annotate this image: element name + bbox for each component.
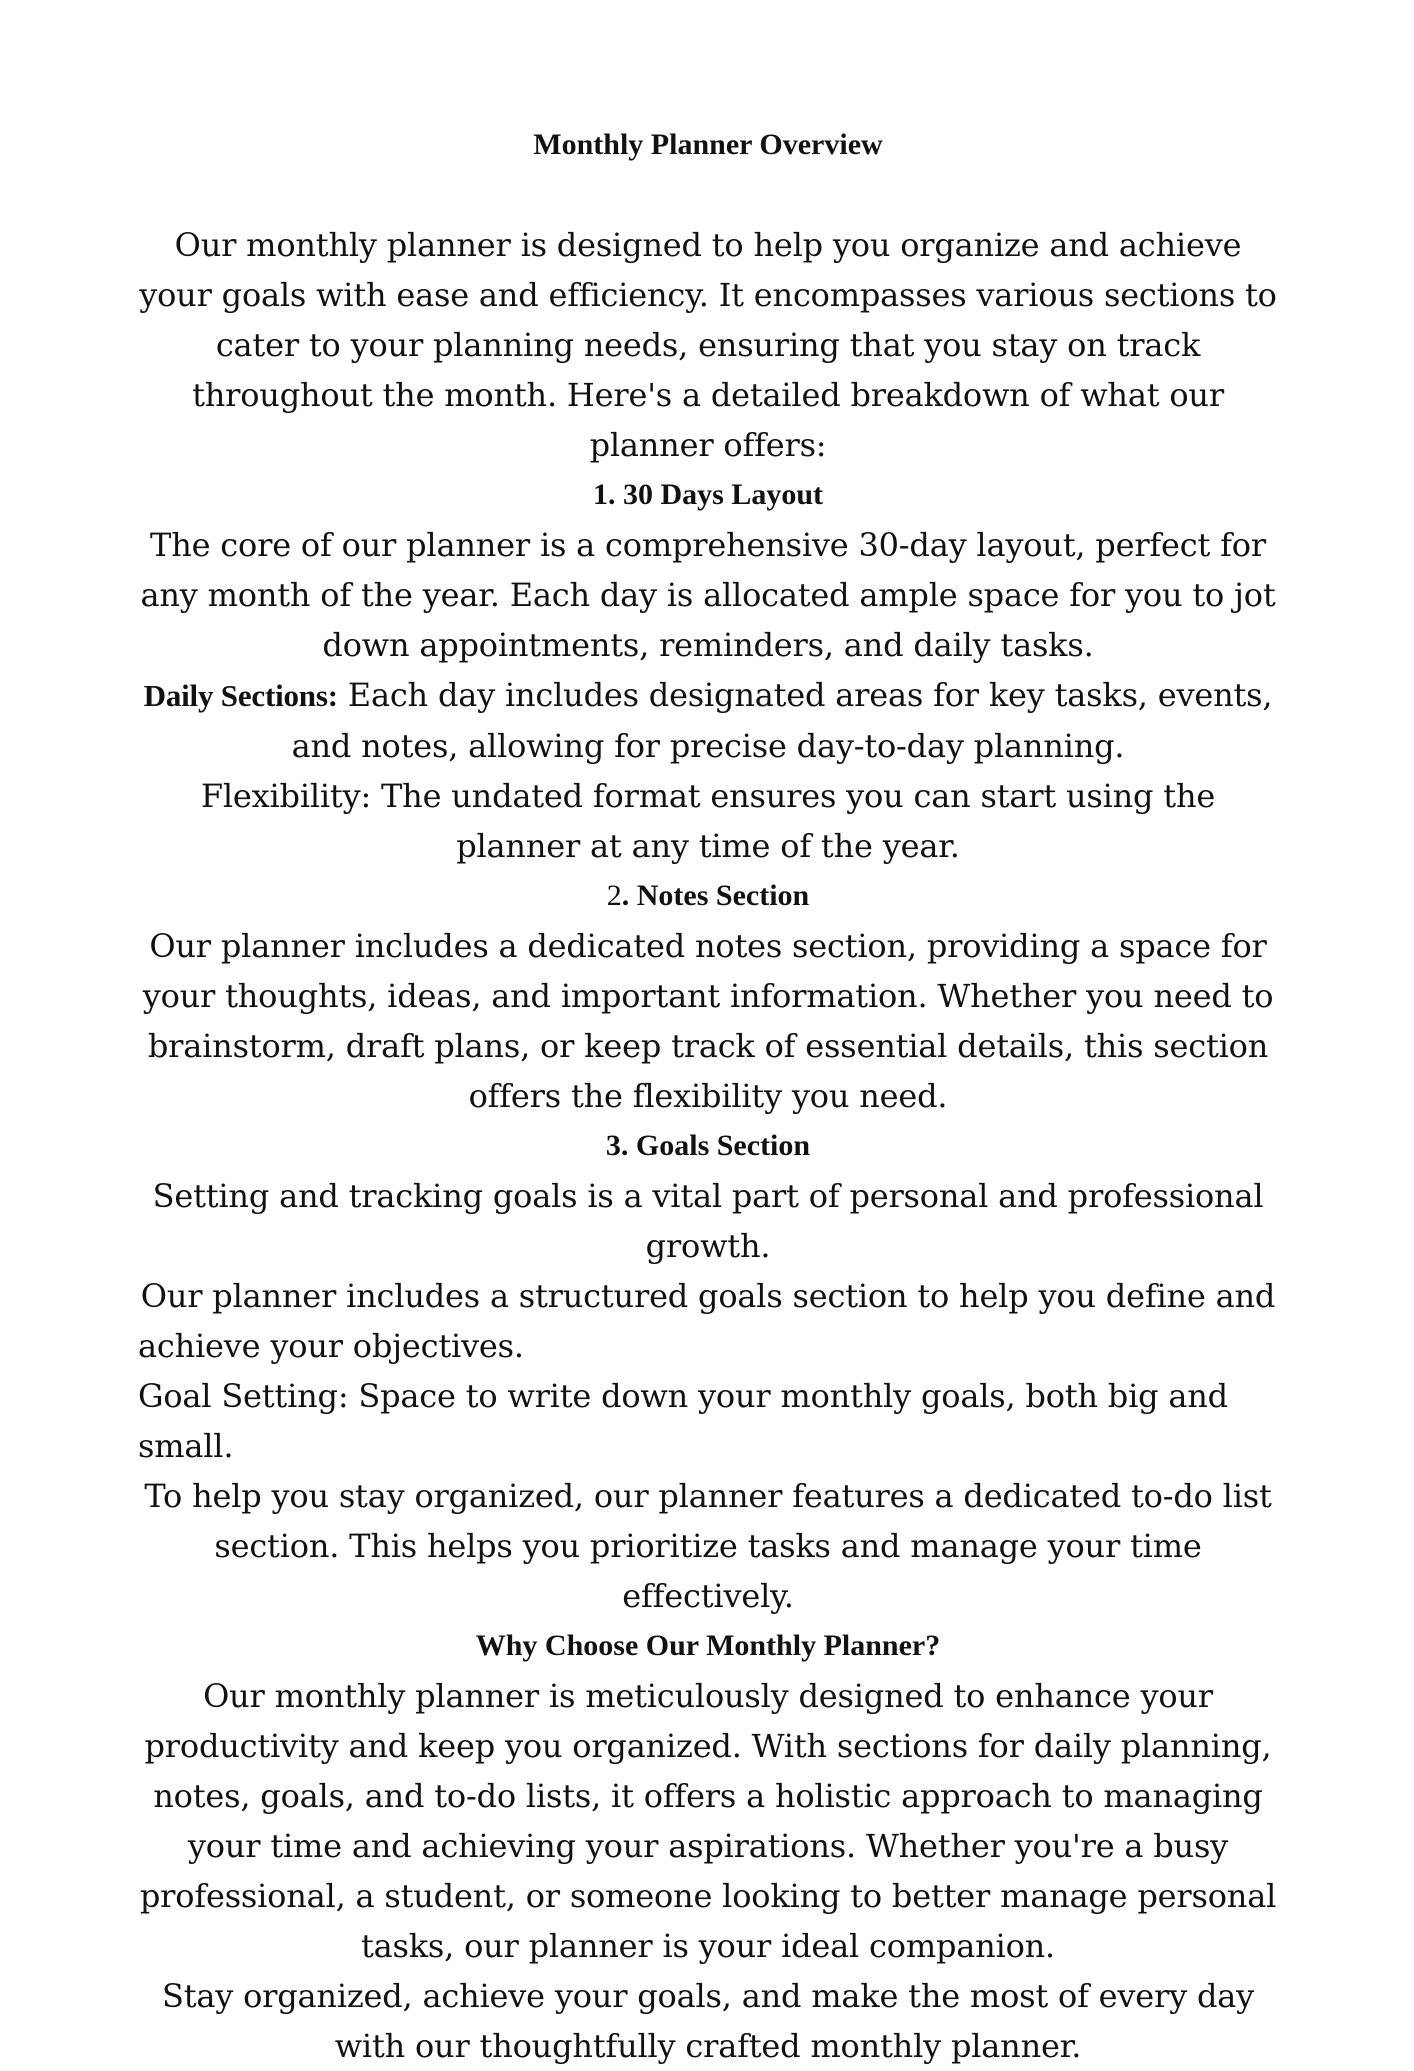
intro-paragraph: Our monthly planner is designed to help you organize and achieve your goals with ease and efficiency. It encompasses various sections to cater to your planning needs, ensuring that you stay on track throughout the month. Here's a detailed breakdown of what our planner offers: <box>139 226 1277 464</box>
section-3-body-line-1: Setting and tracking goals is a vital part of personal and professional growth. <box>152 1177 1264 1265</box>
section-1-body: The core of our planner is a comprehensive 30-day layout, perfect for any month of the year. Each day is allocated ample space for you to jot down appointments, reminders, and daily tasks. <box>140 526 1276 664</box>
why-choose-body: Our monthly planner is meticulously designed to enhance your productivity and keep you organized. With sections for daily planning, notes, goals, and to-do lists, it offers a holistic approach to managing your time and achieving your aspirations. Whether you're a busy professional, a student, or someone looking to better manage personal tasks, our planner is your ideal companion. <box>139 1677 1277 1965</box>
daily-sections-paragraph <box>138 670 1278 771</box>
section-2-number: 2 <box>606 879 622 912</box>
why-choose-heading: Why Choose Our Monthly Planner? <box>475 1629 941 1662</box>
goal-setting-paragraph: Goal Setting: Space to write down your monthly goals, both big and small. <box>138 1377 1228 1465</box>
todo-paragraph: To help you stay organized, our planner features a dedicated to-do list section. This helps you prioritize tasks and manage your time effectively. <box>144 1477 1272 1615</box>
daily-sections-label: Daily Sections: <box>143 678 338 713</box>
section-2-heading <box>138 871 1278 921</box>
section-3-body-line-3: achieve your objectives. <box>138 1327 524 1365</box>
section-2-body: Our planner includes a dedicated notes section, providing a space for your thoughts, ideas, and important information. Whether you need to brainstorm, draft plans, or keep track of essential details, this section offers the flexibility you need. <box>142 927 1274 1115</box>
section-3-heading: 3. Goals Section <box>605 1129 811 1162</box>
closing-paragraph: Stay organized, achieve your goals, and make the most of every day with our thoughtfully crafted monthly planner. <box>161 1977 1255 2065</box>
daily-sections-text: Each day includes designated areas for key tasks, events, and notes, allowing for precise day-to-day planning. <box>291 676 1273 765</box>
page-title: Monthly Planner Overview <box>533 128 883 161</box>
document-page <box>138 120 1278 2071</box>
section-1-heading: 1. 30 Days Layout <box>592 478 824 511</box>
flexibility-paragraph: Flexibility: The undated format ensures you can start using the planner at any time of the year. <box>200 777 1216 865</box>
section-2-title: . Notes Section <box>621 879 810 912</box>
section-3-body-line-2: Our planner includes a structured goals section to help you define and <box>140 1277 1276 1315</box>
